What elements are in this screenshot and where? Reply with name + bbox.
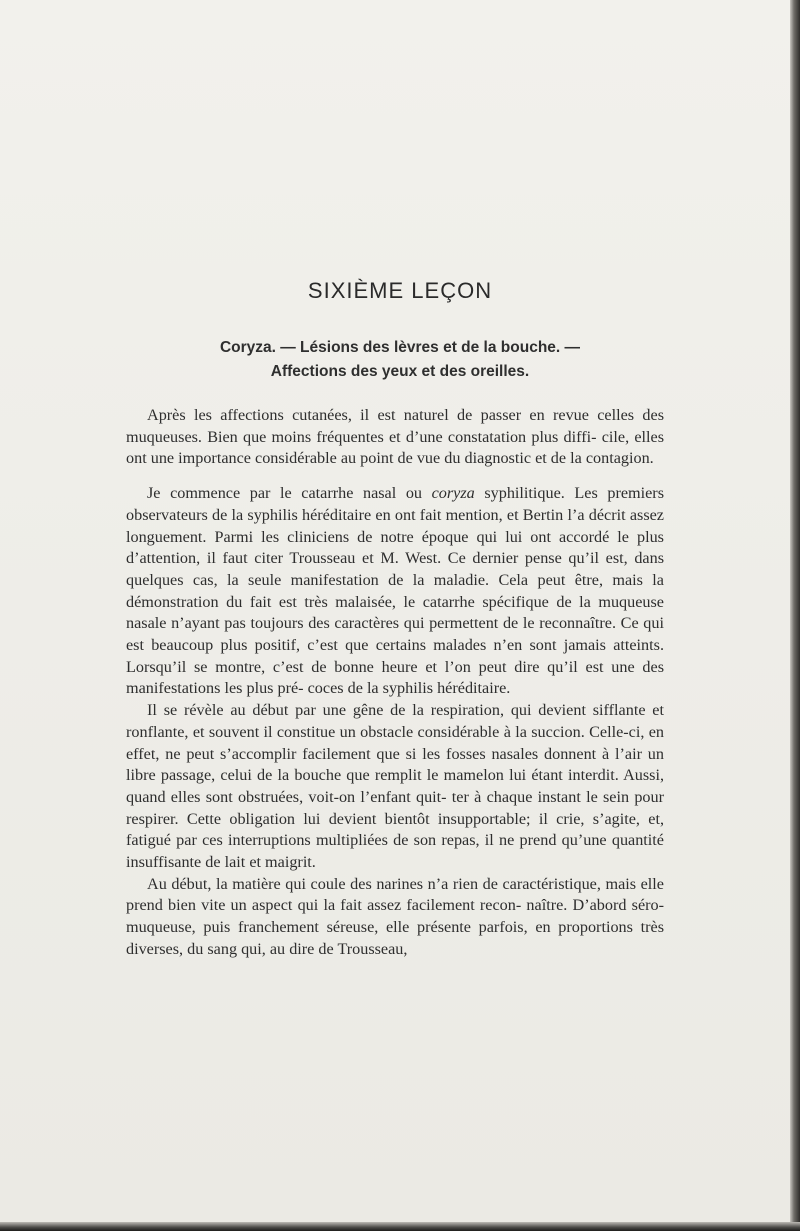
lesson-heading: SIXIÈME LEÇON [307,278,493,303]
paragraph-coryza-start: Je commence par le catarrhe nasal ou [147,484,432,503]
body-text [126,405,664,961]
paragraph-coryza [126,483,664,700]
paragraph-coryza-rest: syphilitique. Les premiers observateurs de la syphilis héréditaire en ont fait mention, et Bertin l’a décrit assez longuement. Parmi les cliniciens de notre époque qui lui ont accordé le plus d’attention, il faut citer Trousseau et M. West. Ce dernier pense qu’il est, dans quelques cas, la seule manifestation de la maladie. Cela peut être, mais la démonstration du fait est très malaisée, le catarrhe spécifique de la muqueuse nasale n’ayant pas toujours des caractères qui permettent de le reconnaître. Ce qui est beaucoup plus positif, c’est que certains malades n’en sont jamais atteints. Lorsqu’il se montre, c’est de bonne heure et l’on peut dire qu’il est une des manifestations les plus pré- coces de la syphilis héréditaire. [126,484,664,698]
term-coryza: coryza [431,484,475,503]
paragraph-intro: Après les affections cutanées, il est naturel de passer en revue celles des muqueuses. Bien que moins fréquentes et d’une constatation plus diffi- cile, elles ont une importance considérable au point de vue du diagnostic et de la contagion. [126,406,664,468]
paragraph-discharge: Au début, la matière qui coule des narines n’a rien de caractéristique, mais elle prend bien vite un aspect qui la fait assez facilement recon- naître. D’abord séro-muqueuse, puis franchement séreuse, elle présente parfois, en proportions très diverses, du sang qui, au dire de Trousseau, [126,874,664,958]
lesson-subtitle [100,336,700,384]
book-spine-shadow [790,0,800,1231]
paragraph-respiration: Il se révèle au début par une gêne de la respiration, qui devient sifflante et ronflante, et souvent il constitue un obstacle considérable à la succion. Celle-ci, en effet, ne peut s’accomplir facilement que si les fosses nasales donnent à l’air un libre passage, celui de la bouche que remplit le mamelon lui étant interdit. Aussi, quand elles sont obstruées, voit-on l’enfant quit- ter à chaque instant le sein pour respirer. Cette obligation lui devient bientôt insupportable; il crie, s’agite, et, fatigué par ces interruptions multipliées de son repas, il ne prend qu’une quantité insuffisante de lait et maigrit. [126,701,664,872]
page-bottom-edge [0,1222,800,1231]
subtitle-line-1: Coryza. — Lésions des lèvres et de la bouche. — [219,339,581,356]
subtitle-line-2: Affections des yeux et des oreilles. [270,363,530,380]
